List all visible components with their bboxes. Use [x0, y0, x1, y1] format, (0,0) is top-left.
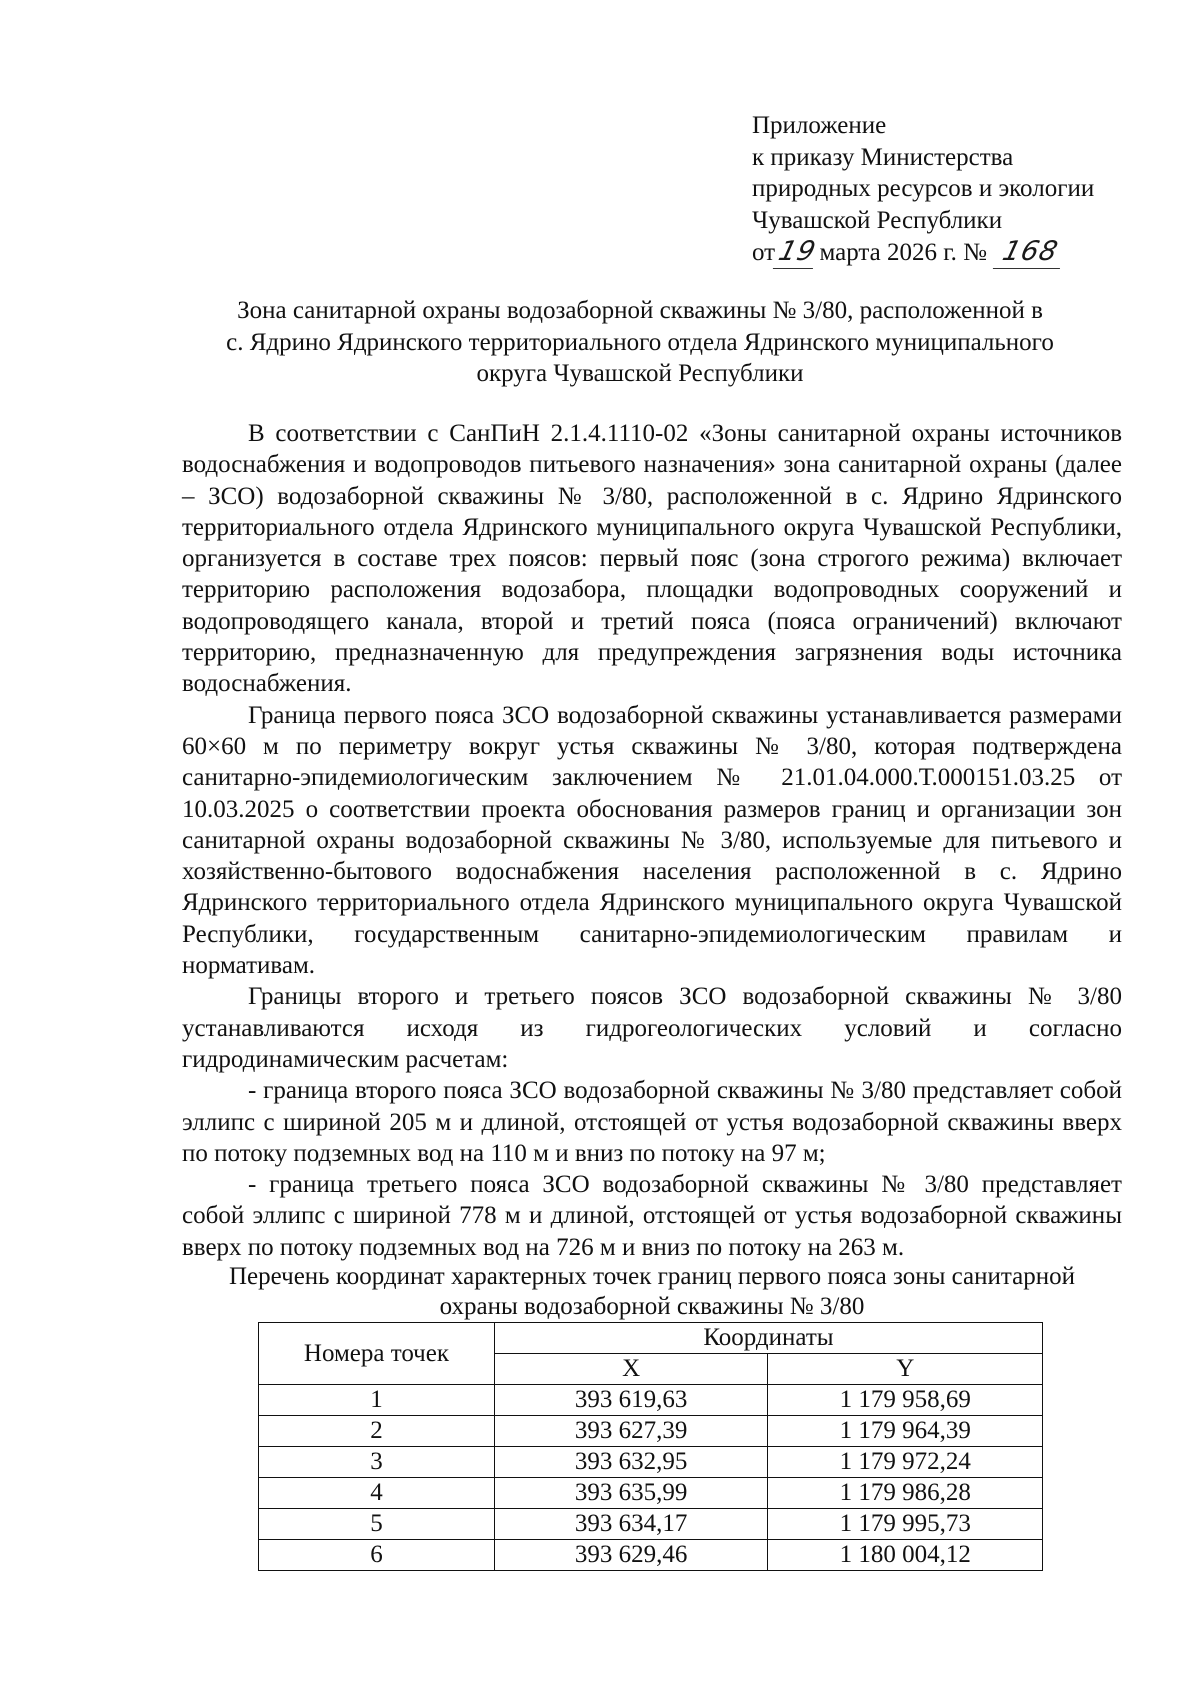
coord-y: 1 179 958,69	[768, 1385, 1043, 1416]
header-x: X	[494, 1354, 768, 1385]
point-number: 2	[259, 1416, 495, 1447]
coord-x: 393 629,46	[494, 1540, 768, 1571]
appendix-block	[752, 110, 1094, 269]
date-prefix: от	[752, 239, 776, 266]
coord-y: 1 180 004,12	[768, 1540, 1043, 1571]
table-caption	[182, 1262, 1122, 1322]
coord-x: 393 632,95	[494, 1447, 768, 1478]
paragraph: Граница первого пояса ЗСО водозаборной скважины устанавливается размерами 60×60 м по периметру вокруг устья скважины № 3/80, которая подтверждена санитарно-эпидемиологическим заключением № 21.01.04.000.Т.000151.03.25 от 10.03.2025 о соответствии проекта обоснования размеров границ и организации зон санитарной охраны водозаборной скважины № 3/80, используемые для питьевого и хозяйственно-бытового водоснабжения населения расположенной в с. Ядрино Ядринского территориального отдела Ядринского муниципального округа Чувашской Республики, государственным санитарно-эпидемиологическим правилам и нормативам.	[182, 701, 1122, 980]
paragraph: - граница третьего пояса ЗСО водозаборной скважины № 3/80 представляет собой эллипс с шириной 778 м и длиной, отстоящей от устья водозаборной скважины вверх по потоку подземных вод на 726 м и вниз по потоку на 263 м.	[182, 1171, 1122, 1261]
coord-x: 393 635,99	[494, 1478, 768, 1509]
coord-y: 1 179 972,24	[768, 1447, 1043, 1478]
caption-line: охраны водозаборной скважины № 3/80	[439, 1293, 865, 1320]
header-y: Y	[768, 1354, 1043, 1385]
table-row	[259, 1447, 1043, 1478]
coord-y: 1 179 995,73	[768, 1509, 1043, 1540]
handwritten-order-number: 168	[993, 236, 1068, 269]
handwritten-day: 19	[773, 236, 821, 269]
header-coordinates: Координаты	[494, 1323, 1042, 1354]
point-number: 5	[259, 1509, 495, 1540]
paragraph: Границы второго и третьего поясов ЗСО водозаборной скважины № 3/80 устанавливаются исходя из гидрогеологических условий и согласно гидродинамическим расчетам:	[182, 983, 1122, 1073]
point-number: 3	[259, 1447, 495, 1478]
table-row	[259, 1478, 1043, 1509]
header-points: Номера точек	[259, 1323, 495, 1385]
coordinates-table	[258, 1322, 1043, 1571]
title-line: с. Ядрино Ядринского территориального отдела Ядринского муниципального	[226, 328, 1054, 356]
table-row	[259, 1416, 1043, 1447]
date-rest: марта 2026 г. №	[819, 239, 987, 266]
point-number: 4	[259, 1478, 495, 1509]
title-line: Зона санитарной охраны водозаборной скважины № 3/80, расположенной в	[237, 297, 1043, 324]
title-line: округа Чувашской Республики	[476, 360, 804, 387]
table-row	[259, 1509, 1043, 1540]
point-number: 6	[259, 1540, 495, 1571]
coord-y: 1 179 986,28	[768, 1478, 1043, 1509]
paragraph: - граница второго пояса ЗСО водозаборной скважины № 3/80 представляет собой эллипс с шириной 205 м и длиной, отстоящей от устья водозаборной скважины вверх по потоку подземных вод на 110 м и вниз по потоку на 97 м;	[182, 1077, 1122, 1167]
coord-y: 1 179 964,39	[768, 1416, 1043, 1447]
document-body	[182, 418, 1122, 1263]
table-row	[259, 1385, 1043, 1416]
appendix-line: Приложение	[752, 112, 887, 139]
point-number: 1	[259, 1385, 495, 1416]
coord-x: 393 619,63	[494, 1385, 768, 1416]
paragraph: В соответствии с СанПиН 2.1.4.1110-02 «Зоны санитарной охраны источников водоснабжения и водопроводов питьевого назначения» зона санитарной охраны (далее – ЗСО) водозаборной скважины № 3/80, расположенной в с. Ядрино Ядринского территориального отдела Ядринского муниципального округа Чувашской Республики, организуется в составе трех поясов: первый пояс (зона строгого режима) включает территорию расположения водозабора, площадки водопроводных сооружений и водопроводящего канала, второй и третий пояса (пояса ограничений) включают территорию, предназначенную для предупреждения загрязнения воды источника водоснабжения.	[182, 420, 1122, 698]
appendix-line: природных ресурсов и экологии	[752, 175, 1095, 202]
coord-x: 393 627,39	[494, 1416, 768, 1447]
caption-line: Перечень координат характерных точек границ первого пояса зоны санитарной	[229, 1263, 1075, 1290]
appendix-line: Чувашской Республики	[752, 206, 1003, 234]
appendix-line: к приказу Министерства	[752, 143, 1014, 171]
table-header-row	[259, 1323, 1043, 1354]
coord-x: 393 634,17	[494, 1509, 768, 1540]
appendix-date-line	[752, 236, 1094, 269]
document-title	[180, 295, 1100, 390]
table-row	[259, 1540, 1043, 1571]
